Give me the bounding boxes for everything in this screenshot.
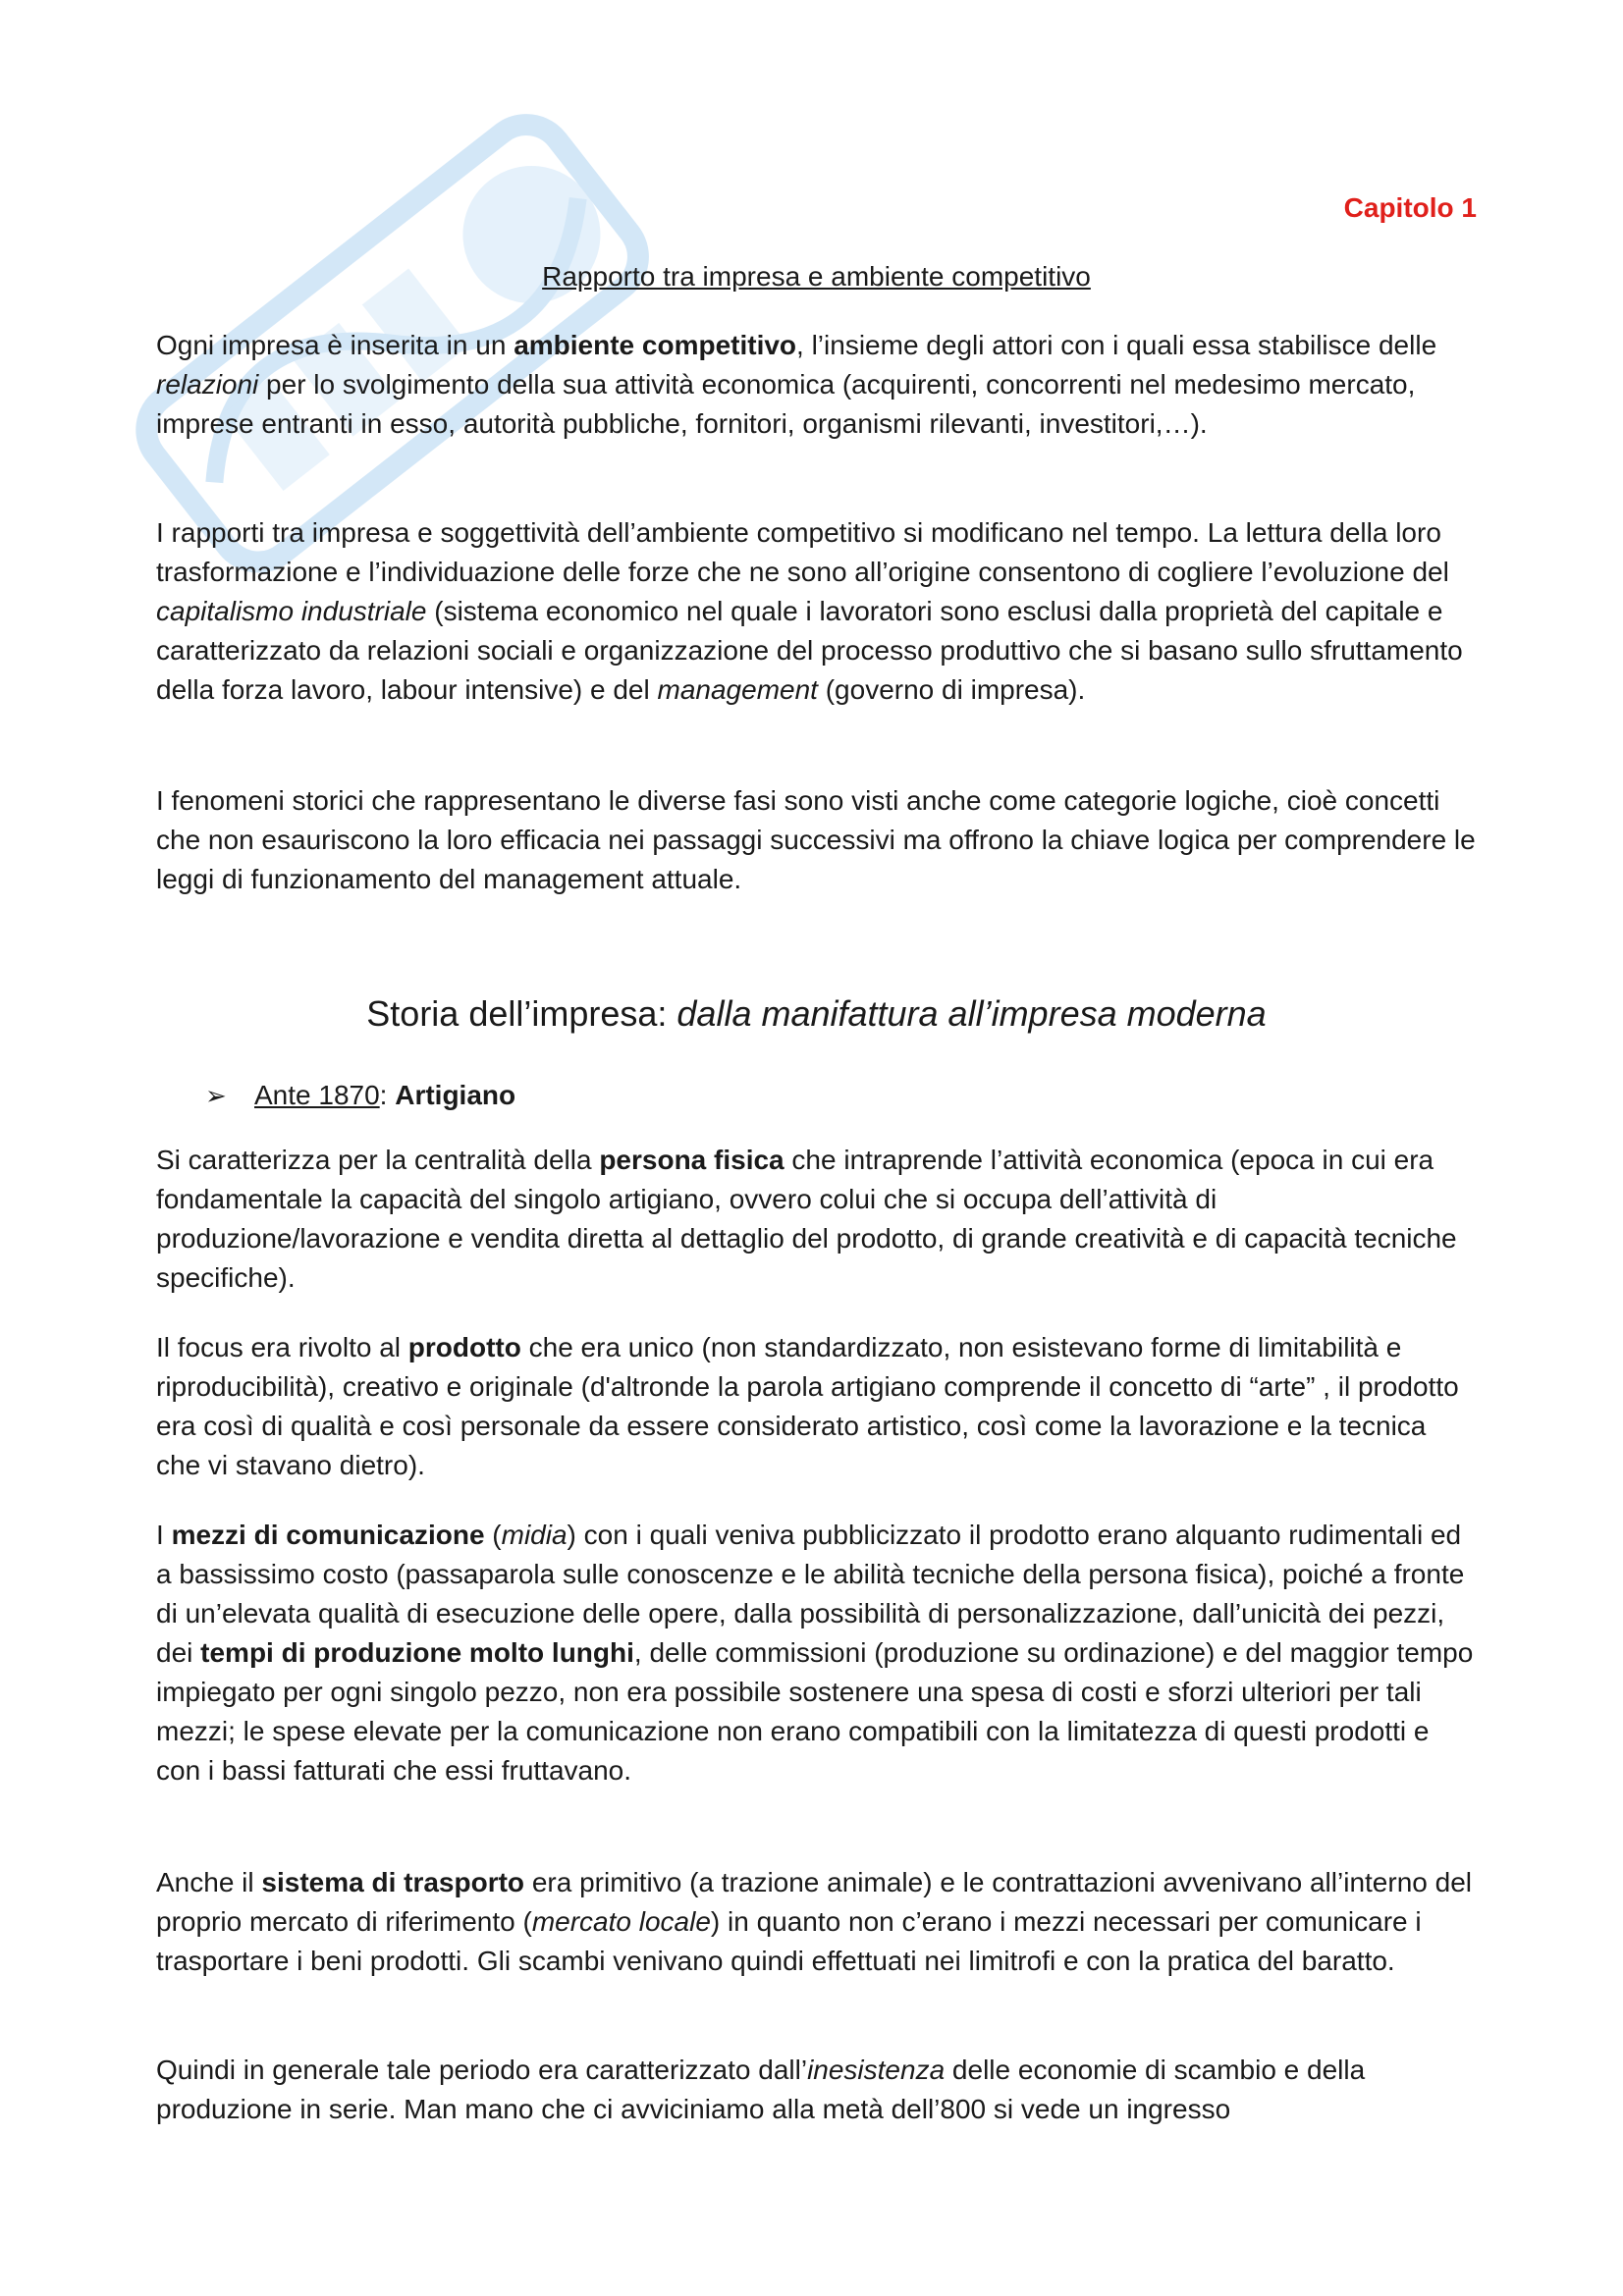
paragraph-sistema-trasporto: Anche il sistema di trasporto era primitivo (a trazione animale) e le contrattazioni avvenivano all’interno del proprio mercato di riferimento (mercato locale) in quanto non c’erano i mezzi necessari per comunicare i trasportare i beni prodotti. Gli scambi venivano quindi effettuati nei limitrofi e con la pratica del baratto. xyxy=(156,1867,1472,1976)
chapter-label: Capitolo 1 xyxy=(1343,192,1477,223)
paragraph-capitalismo: I rapporti tra impresa e soggettività dell’ambiente competitivo si modificano nel tempo. La lettura della loro trasformazione e l’individuazione delle forze che ne sono all’origine consentono di cogliere l’evoluzione del capitalismo industriale (sistema economico nel quale i lavoratori sono esclusi dalla proprietà del capitale e caratterizzato da relazioni sociali e organizzazione del processo produttivo che si basano sullo sfruttamento della forza lavoro, labour intensive) e del management (governo di impresa). xyxy=(156,517,1463,705)
document-subtitle: Rapporto tra impresa e ambiente competitivo xyxy=(542,261,1091,292)
paragraph-ambiente-competitivo: Ogni impresa è inserita in un ambiente competitivo, l’insieme degli attori con i quali essa stabilisce delle relazioni per lo svolgimento della sua attività economica (acquirenti, concorrenti nel medesimo mercato, imprese entranti in esso, autorità pubbliche, fornitori, organismi rilevanti, investitori,…). xyxy=(156,330,1437,439)
bullet-ante-1870: ➢ Ante 1870: Artigiano xyxy=(205,1076,515,1115)
paragraph-persona-fisica: Si caratterizza per la centralità della persona fisica che intraprende l’attività economica (epoca in cui era fondamentale la capacità del singolo artigiano, ovvero colui che si occupa dell’attività di produzione/lavorazione e vendita diretta al dettaglio del prodotto, di grande creatività e di capacità tecniche specifiche). xyxy=(156,1145,1457,1293)
arrow-bullet-icon: ➢ xyxy=(205,1081,227,1110)
paragraph-conclusione: Quindi in generale tale periodo era caratterizzato dall’inesistenza delle economie di scambio e della produzione in serie. Man mano che ci avviciniamo alla metà dell’800 si vede un ingresso xyxy=(156,2055,1366,2124)
paragraph-prodotto: Il focus era rivolto al prodotto che era unico (non standardizzato, non esistevano forme di limitabilità e riproducibilità), creativo e originale (d'altronde la parola artigiano comprende il concetto di “arte” , il prodotto era così di qualità e così personale da essere considerato artistico, così come la lavorazione e la tecnica che vi stavano dietro). xyxy=(156,1332,1459,1480)
paragraph-mezzi-comunicazione: I mezzi di comunicazione (midia) con i quali veniva pubblicizzato il prodotto erano alquanto rudimentali ed a bassissimo costo (passaparola sulle conoscenze e le abilità tecniche della persona fisica), poiché a fronte di un’elevata qualità di esecuzione delle opere, dalla possibilità di personalizzazione, dall’unicità dei pezzi, dei tempi di produzione molto lunghi, delle commissioni (produzione su ordinazione) e del maggior tempo impiegato per ogni singolo pezzo, non era possibile sostenere una spesa di costi e sforzi ulteriori per tali mezzi; le spese elevate per la comunicazione non erano compatibili con la limitatezza di questi prodotti e con i bassi fatturati che essi fruttavano. xyxy=(156,1520,1474,1786)
section-title: Storia dell’impresa: dalla manifattura all’impresa moderna xyxy=(366,993,1267,1034)
paragraph-fenomeni-storici: I fenomeni storici che rappresentano le diverse fasi sono visti anche come categorie logiche, cioè concetti che non esauriscono la loro efficacia nei passaggi successivi ma offrono la chiave logica per comprendere le leggi di funzionamento del management attuale. xyxy=(156,785,1476,894)
